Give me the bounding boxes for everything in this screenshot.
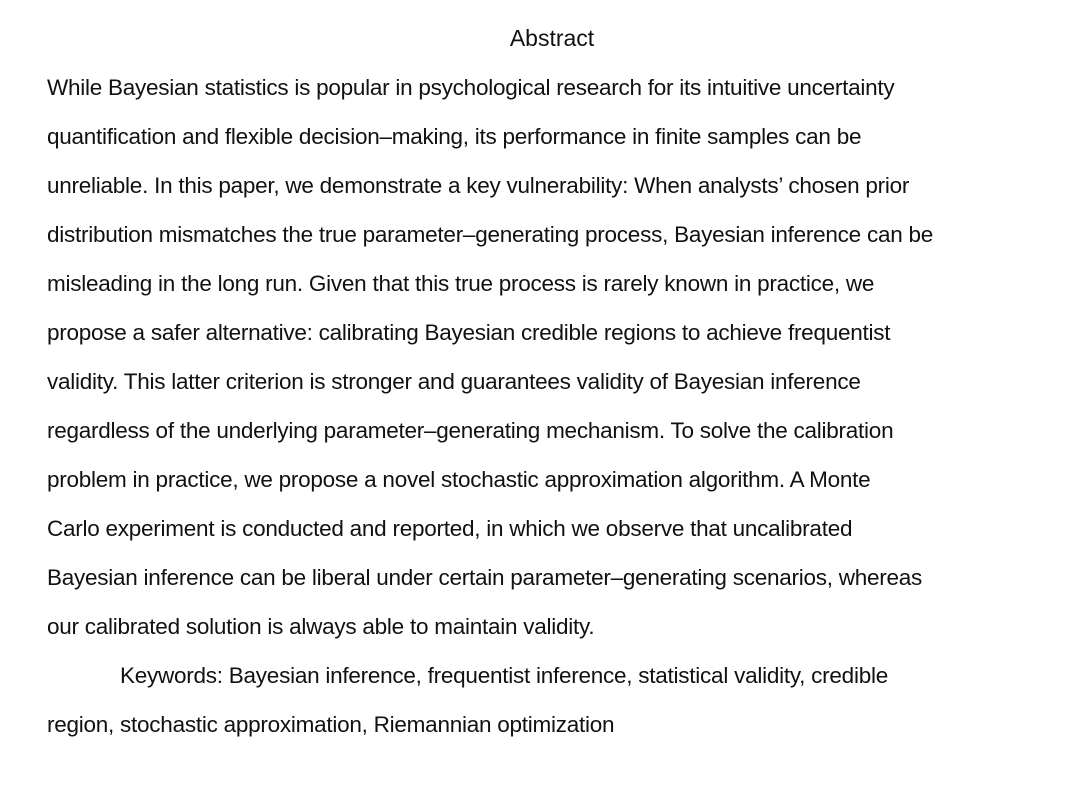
abstract-line: quantification and flexible decision–making, its performance in finite samples can be bbox=[47, 124, 862, 149]
abstract-line: validity. This latter criterion is stronger and guarantees validity of Bayesian inference bbox=[47, 369, 861, 394]
keywords-line: region, stochastic approximation, Riemannian optimization bbox=[47, 712, 615, 737]
abstract-line: Bayesian inference can be liberal under certain parameter–generating scenarios, whereas bbox=[47, 565, 923, 590]
abstract-line: regardless of the underlying parameter–generating mechanism. To solve the calibration bbox=[47, 418, 894, 443]
abstract-line: our calibrated solution is always able to maintain validity. bbox=[47, 614, 595, 639]
abstract-heading: Abstract bbox=[509, 25, 595, 51]
abstract-line: misleading in the long run. Given that this true process is rarely known in practice, we bbox=[47, 271, 875, 296]
abstract-line: propose a safer alternative: calibrating Bayesian credible regions to achieve frequentist bbox=[47, 320, 891, 345]
keywords-section bbox=[47, 651, 1057, 749]
paper-page bbox=[47, 14, 1057, 749]
abstract-line: Carlo experiment is conducted and reported, in which we observe that uncalibrated bbox=[47, 516, 853, 541]
abstract-body bbox=[47, 63, 1057, 651]
keywords-line: Keywords: Bayesian inference, frequentist inference, statistical validity, credible bbox=[120, 663, 888, 688]
abstract-line: distribution mismatches the true parameter–generating process, Bayesian inference can be bbox=[47, 222, 933, 247]
abstract-line: unreliable. In this paper, we demonstrate a key vulnerability: When analysts’ chosen prior bbox=[47, 173, 910, 198]
abstract-line: problem in practice, we propose a novel stochastic approximation algorithm. A Monte bbox=[47, 467, 871, 492]
abstract-line: While Bayesian statistics is popular in psychological research for its intuitive uncertainty bbox=[47, 75, 895, 100]
